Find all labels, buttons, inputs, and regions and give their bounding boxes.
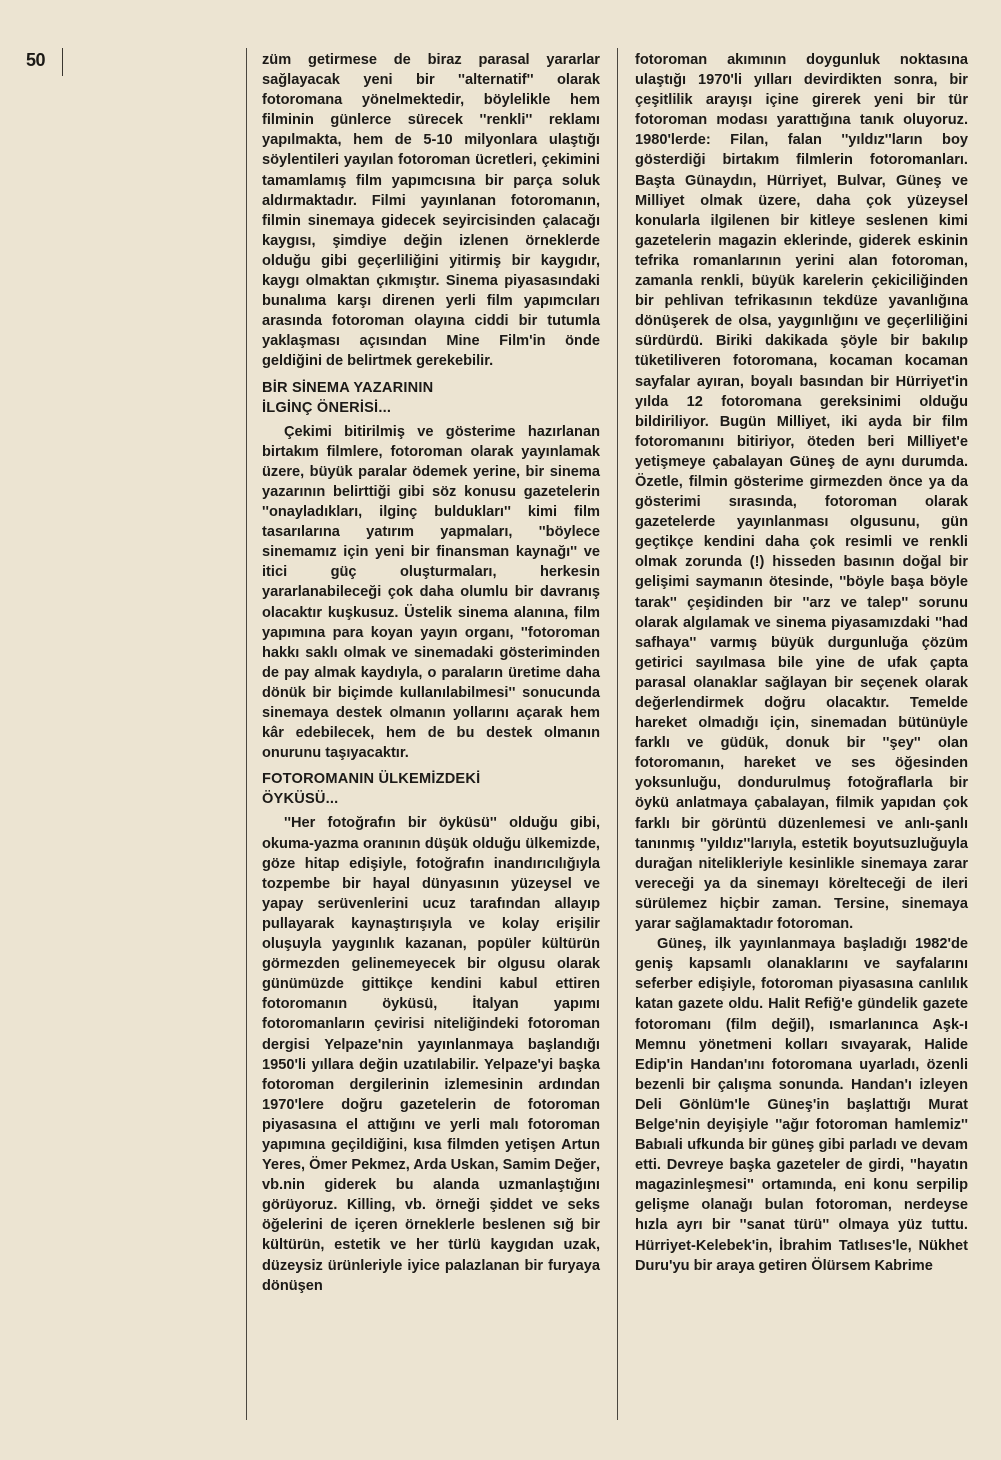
column-rule-left xyxy=(246,48,247,1420)
text-run: 'ı izleyen xyxy=(904,1076,968,1093)
emphasis: Handan xyxy=(690,1056,744,1073)
heading-line: İLGİNÇ ÖNERİSİ... xyxy=(262,399,392,416)
text-run: 'e gündelik gazete fotoromanı (film değil), ısmarlanınca Aşk-ı Memnu yönetmeni kolları sıvayarak, xyxy=(635,996,969,1053)
emphasis: Halit Refiğ xyxy=(768,996,842,1013)
emphasis: Handan xyxy=(850,1076,905,1093)
emphasis: Artun Yeres, Ömer Pekmez, Arda Uskan, Samim Değer xyxy=(262,1136,600,1174)
margin-rule xyxy=(62,48,63,76)
paragraph: züm getirmese de biraz parasal yararlar sağlayacak yeni bir ''alternatif'' olarak fotoromana yönelmektedir, böylelikle hem filminin günlerce sürecek ''renkli'' reklamı yapılmakta, hem de 5-10 milyonlara ulaştığı söylentileri yayılan fotoroman ücretleri, çekimini tamamlamış film yapımcısına bir parça soluk aldırmaktadır. Filmi yayınlanan fotoromanın, filmin sinemaya gidecek seyircisinden çalacağı kaygısı, şimdiye değin izlenen örneklerde olduğu gibi geçerliliğini yitirmiş bir kaygıdır, kaygı olmaktan çıkmıştır. Sinema piyasasındaki bunalıma karşı direnen yerli film yapımcıları arasında fotoroman olayına ciddi bir tutumla yaklaşması açısından Mine Film'in önde geldiğini de belirtmek gerekebilir. xyxy=(262,52,600,370)
text-run: 'nin deyişiyle ''ağır fotoroman hamlemiz'' Babıali ufkunda bir güneş gibi parladı ve devam etti. Devreye başka gazeteler de girdi, ''hayatın magazinleşmesi'' ortamında, eni konu serpilip gelişme olanağı bulan fotoroman, nerdeyse hızla ayrı bir ''sanat türü'' olmaya yüz tuttu. Hürriyet-Kelebek'in, İbrahim Tatlıses'le, Nükhet Duru'yu bir araya getiren xyxy=(635,1116,968,1274)
page-number: 50 xyxy=(26,50,46,70)
paragraph xyxy=(635,934,968,1276)
emphasis: Deli Gönlüm xyxy=(635,1096,735,1113)
emphasis: Yelpaze xyxy=(324,1036,378,1053)
section-heading xyxy=(262,378,600,418)
text-run: 'le Güneş'in başlattığı xyxy=(734,1096,929,1113)
text-run: ''Her fotoğrafın bir öyküsü'' olduğu gibi, okuma-yazma oranının düşük olduğu ülkemizde, göze hitap edişiyle, fotoğrafın inandırıcılığıyla tozpembe bir hayal dünyasının yüzeysel ve yapay serüvenlerini ucuz tarafından allayıp pullayarak kaynaştırışıyla ve kolay erişilir oluşuyla yaygınlık kazanan, popüler kültürün görmezden gelinemeyecek bir olgusu olarak günümüzde gittikçe kendini kabul ettiren fotoromanın öyküsü, İtalyan yapımı fotoromanların çevirisi niteliğindeki fotoroman dergisi xyxy=(262,815,600,1053)
emphasis: Ölürsem Kabrime xyxy=(811,1257,933,1274)
heading-line: FOTOROMANIN ÜLKEMİZDEKİ xyxy=(262,771,481,788)
heading-line: BİR SİNEMA YAZARININ xyxy=(262,379,434,396)
text-column-left xyxy=(262,50,600,1296)
section-heading xyxy=(262,769,600,809)
heading-line: ÖYKÜSÜ... xyxy=(262,791,339,808)
text-run: , vb.nin giderek bu alanda uzmanlaştığını görüyoruz. Killing, vb. örneği şiddet ve seks öğelerini de içeren örneklerle beslenen sığ bir kültürün, estetik ve her türlü kaygıdan uzak, düzeysiz ürünleriyle iyice palazlanan bir furyaya dönüşen xyxy=(262,1157,600,1294)
emphasis: Murat Belge xyxy=(635,1096,968,1133)
emphasis: Halide Edip xyxy=(635,1036,968,1073)
text-run: 'nin yayınlanmaya başlandığı 1950'li yıllara değin uzatılabilir. Yelpaze'yi başka fotoroman dergilerinin izlemesinin ardından 1970'lere doğru gazetelerin de fotoroman piyasasına el attığını ve yerli malı fotoroman yapımına geçildiğini, kısa filmden yetişen xyxy=(262,1036,600,1153)
paragraph: fotoroman akımının doygunluk noktasına ulaştığı 1970'li yılları devirdikten sonra, bir çeşitlilik arayışı içine girerek yeni bir tür fotoroman modası yarattığına tanık oluyoruz. 1980'lerde: Filan, falan ''yıldız''ların boy gösterdiği birtakım filmlerin fotoromanları. Başta Günaydın, Hürriyet, Bulvar, Güneş ve Milliyet olmak üzere, daha çok yüzeysel konularla ilgilenen bir kitleye seslenen kimi gazetelerin magazin eklerinde, giderek eskinin tefrika romanlarının yerini alan fotoroman, zamanla renkli, büyük karelerin çekiciliğinden bir pehlivan tefrikasının tekdüze yavanlığına dönüşerek de olsa, yaygınlığını ve geçerliliğini sürdürdü. Biriki dakikada şöyle bir bakılıp tüketiliveren fotoromana, kocaman kocaman sayfalar ayıran, boyalı basından bir Hürriyet'in yılda 12 fotoromana gereksinimi olduğu bildiriliyor. Bugün Milliyet, iki ayda bir film fotoromanını bitiriyor, öteden beri Milliyet'e yetişmeye çabalayan Güneş de aynı durumda. Özetle, filmin gösterime girmezden önce ya da gösterimi sırasında, fotoroman olarak gazetelerde yayınlanması olgusunu, gün geçtikçe kendini daha çok resimli ve renkli olmak zorunda (!) hisseden basının doğal bir gelişimi saymanın ötesinde, ''böyle başa böyle tarak'' çeşidinden bir ''arz ve talep'' sorunu olarak algılamak ve sinema piyasamızdaki ''had safhaya'' varmış büyük durgunluğa çözüm getirici sayılmasa bile yine de ufak çapta parasal olanaklar sağlayan bir seçenek olarak değerlendirmek doğru olacaktır. Temelde hareket olmadığı için, sinemadan bütünüyle farklı ve güdük, donuk bir ''şey'' olan fotoromanın, hareket ve ses öğesinden yoksunluğu, dondurulmuş fotoğraflarla bir öykü anlatmaya çabalayan, filmik yapıdan çok farklı bir görüntü düzenlemesi ve anlı-şanlı tanınmış ''yıldız''larıyla, estetik boyutsuzluğuyla durağan nitelikleriyle kesinlikle sinemaya zarar vereceği ya da sinemayı körelteceği de ileri sürülemez hiçbir zaman. Tersine, sinemaya yarar sağlamaktadır fotoroman. xyxy=(635,52,968,933)
text-run: 'ını fotoromana uyarladı, özenli bezenli bir çalışma sonunda. xyxy=(635,1056,968,1093)
column-rule-middle xyxy=(617,48,618,1420)
text-run: Güneş, ilk yayınlanmaya başladığı 1982'de geniş kapsamlı olanaklarını ve sayfalarını seferber edişiyle, fotoroman piyasasına canlılık katan gazete oldu. xyxy=(635,936,968,1013)
text-column-right xyxy=(635,50,968,1276)
text-run: 'in xyxy=(666,1056,691,1073)
paragraph: Çekimi bitirilmiş ve gösterime hazırlanan birtakım filmlere, fotoroman olarak yayınlamak üzere, büyük paralar ödemek yerine, bir sinema yazarının belirttiği gibi söz konusu gazetelerin ''onayladıkları, ilginç buldukları'' kimi film tasarılarına yatırım yapmaları, ''böylece sinemamız için yeni bir finansman kaynağı'' ve itici güç oluşturmaları, herkesin yararlanabileceği çok daha olumlu bir davranış olacaktır kuşkusuz. Üstelik sinema alanına, film yapımına para koyan yayın organı, ''fotoroman hakkı saklı olmak ve sinemadaki gösteriminden de pay almak kaydıyla, o paraların üretime daha dönük bir biçimde kullanılabilmesi'' sonucunda sinemaya destek olmanın yollarını açarak hem kâr edebilecek, hem de bu destek olmanın onurunu taşıyacaktır. xyxy=(262,423,600,762)
paragraph xyxy=(262,813,600,1295)
